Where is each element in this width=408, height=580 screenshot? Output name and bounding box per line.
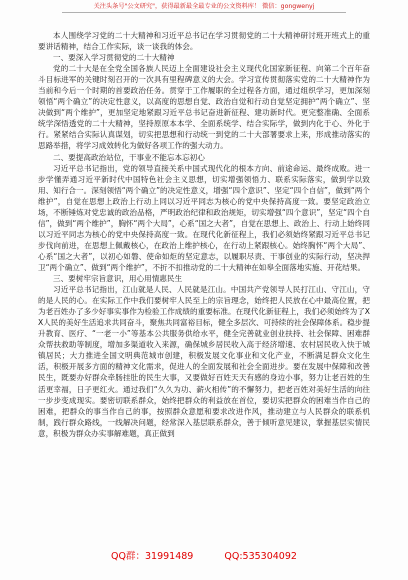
section-2-paragraph: 习近平总书记指出，党的领导直接关系中国式现代化的根本方向、前途命运、最终成败。进一步学懂弄通习近平新时代中国特色社会主义思想，切实增强领悟力、联系实际落实，做到学以致用、知行合一。深刻领悟“两个确立”的决定性意义，增强“四个意识”、坚定“四个自信”，做到“两个维护”，自觉在思想上政治上行动上同以习近平同志为核心的党中央保持高度一致。要坚定政治立场，不断锤炼对党忠诚的政治品格，严明政治纪律和政治规矩，切实增强“四个意识”，坚定“四个自信”，做到“两个维护”，胸怀“两个大局”，心系“国之大者”，自觉在思想上、政治上、行动上始终同以习近平同志为核心的党中央保持高度一致。在现代化新征程上，我们必须始终紧跟习近平总书记步伐向前进，在思想上佩戴核心，在政治上维护核心，在行动上紧跟核心。始终胸怀“两个大局”、心系“国之大者”，以初心如磐、使命如炬的坚定意志，以履职尽责、干事创业的实际行动，坚决捍卫“两个确立”、做到“两个维护”，不折不扣推动党的二十大精神在如皋全面落地实施、开花结果。: [38, 163, 370, 272]
header-divider: [62, 12, 346, 13]
footer-contact: [0, 551, 408, 563]
header-banner: 关注头条号"公文研究"，获得最新最全最专业的公文资料库！ 微信：gongwenyj: [93, 3, 315, 10]
section-heading-1: 一、要深入学习贯彻党的二十大精神: [53, 53, 175, 63]
document-body: [38, 30, 370, 545]
qq-label: QQ:535304092: [224, 551, 297, 562]
intro-paragraph: 本人围绕学习党的二十大精神和习近平总书记在学习贯彻党的二十大精神研讨班开班式上的重要讲话精神，结合工作实际，谈一谈我的体会。: [38, 31, 370, 52]
qq-group-label: QQ群：31991489: [111, 551, 194, 562]
section-heading-2: 二、要提高政治站位，干事业不能忘本忘初心: [53, 152, 205, 162]
section-3-paragraph: 习近平总书记指出，江山就是人民、人民就是江山。中国共产党领导人民打江山、守江山，守的是人民的心。在实际工作中我们要树牢人民至上的宗旨理念，始终把人民放在心中最高位置，把为老百姓办了多少好事实事作为检验工作成绩的重要标准。在现代化新征程上，我们必须始终为了XX人民的美好生活追求共同奋斗，聚焦共同富裕目标，健全多层次、可持续的社会保障体系。稳步提升教育、医疗、“一老一小”等基本公共服务供给水平，健全完善就业创业扶持、社会保障、困难群众帮扶救助等制度，增加多渠道收入来源，确保城乡居民收入高于经济增速、农村居民收入快于城镇居民；大力推进全国文明典范城市创建，积极发展文化事业和文化产业，不断满足群众文化生活，积极开展多方面的精神文化需求，促进人的全面发展和社会全面进步。要在发展中保障和改善民生，既要办好群众牵肠挂肚的民生大事，又要做好百姓天天有感的身边小事，努力让老百姓的生活更幸福，日子更红火。通过我们“久久为功、薪火相传”的不懈努力，把老百姓对美好生活的向往一步步变成现实。要密切联系群众，始终把群众的利益放在首位，要切实把群众的困难当作自己的困难，把群众的事当作自己的事，按照群众意愿和要求改进作风，推动建立与人民群众的联系机制，践行群众路线，一线解决问题，经常深入基层联系群众，善于倾听意见建议，掌握基层实情民意，积极为群众办实事解难题，真正做到: [38, 285, 370, 438]
section-heading-3: 三、要树牢宗旨意识，用心用情惠民生: [53, 274, 183, 284]
section-1-paragraph: 党的二十大是在全党全国各族人民迈上全面建设社会主义现代化国家新征程、向第二个百年奋斗目标进军的关键时刻召开的一次具有里程碑意义的大会。学习宣传贯彻落实党的二十大精神作为当前和今后一个时期的首要政治任务。贯穿于工作履职的全过程各方面，通过组织学习，更加深刻领悟“两个确立”的决定性意义，以高度的思想自觉、政治自觉和行动自觉坚定拥护“两个确立”、坚决做到“两个维护”，更加坚定地紧跟习近平总书记奋进新征程、建功新时代。更完整准确、全面系统学深悟透党的二十大精神，坚持原原本本学、全面系统学、结合实际学，做到内化于心、外化于行。紧紧结合实际认真谋划，切实把思想和行动统一到党的二十大部署要求上来，形成推动落实的思路举措，将学习成效转化为做好各项工作的强大动力。: [38, 64, 370, 151]
